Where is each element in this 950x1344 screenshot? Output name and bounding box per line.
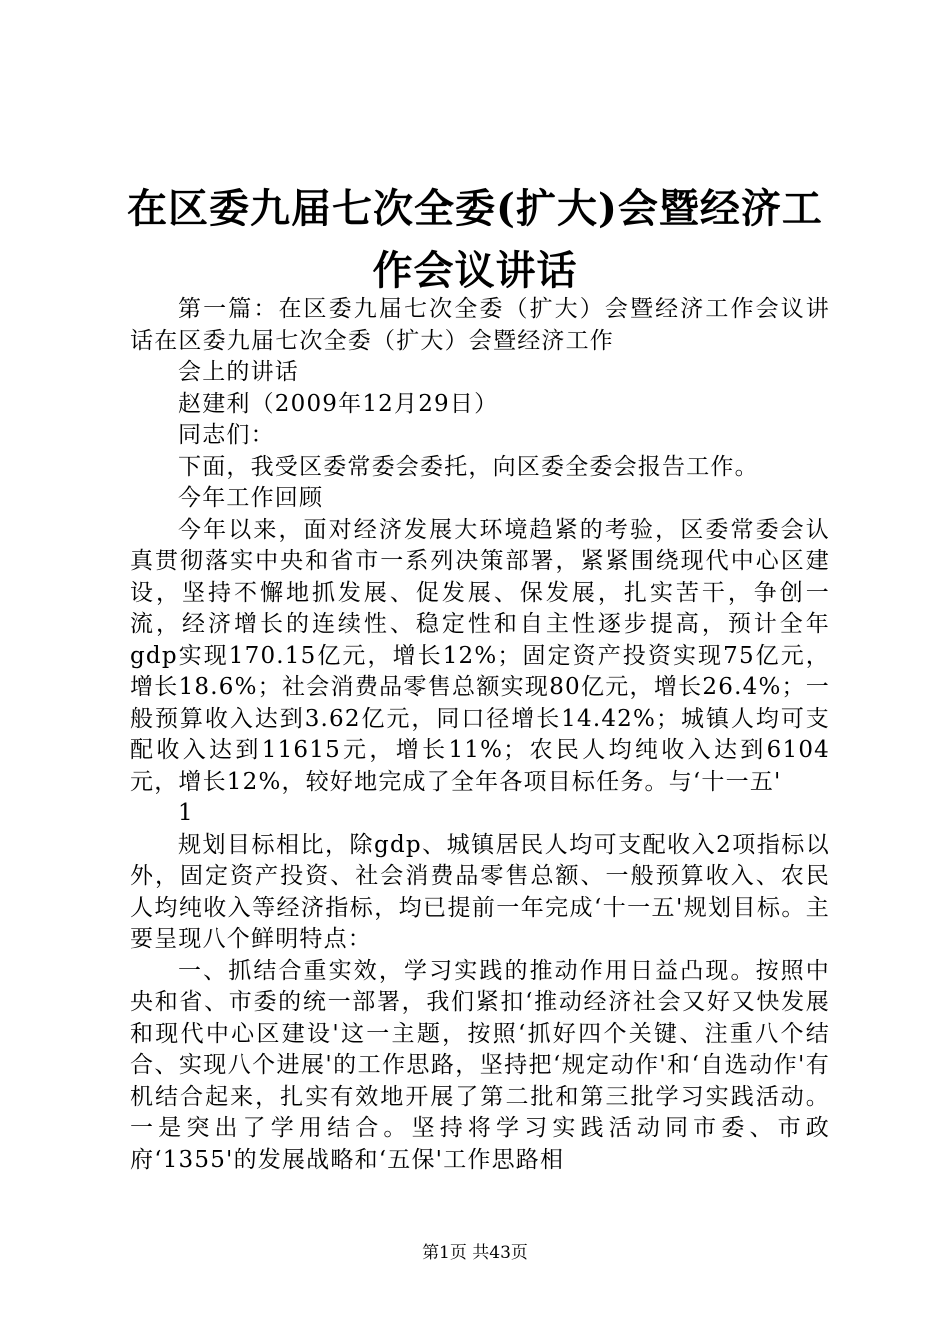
paragraph-review: 今年以来，面对经济发展大环境趋紧的考验，区委常委会认真贯彻落实中央和省市一系列决策部署，紧紧围绕现代中心区建设，坚持不懈地抓发展、促发展、保发展，扎实苦干，争创一流，经济增长的连续性、稳定性和自主性逐步提高，预计全年gdp实现170.15亿元，增长12%；固定资产投资实现75亿元，增长18.6%；社会消费品零售总额实现80亿元，增长26.4%；一般预算收入达到3.62亿元，同口径增长14.42%；城镇人均可支配收入达到11615元，增长11%；农民人均纯收入达到6104元，增长12%，较好地完成了全年各项目标任务。与‘十一五'	[130, 516, 830, 795]
page-number-footer: 第1页 共43页	[422, 1243, 528, 1263]
section-heading: 今年工作回顾	[178, 485, 324, 511]
paragraph-subtitle: 会上的讲话	[178, 359, 299, 385]
paragraph-point-one: 一、抓结合重实效，学习实践的推动作用日益凸现。按照中央和省、市委的统一部署，我们紧扣‘推动经济社会又好又快发展和现代中心区建设'这一主题，按照‘抓好四个关键、注重八个结合、实现八个进展'的工作思路，坚持把‘规定动作'和‘自选动作'有机结合起来，扎实有效地开展了第二批和第三批学习实践活动。一是突出了学用结合。坚持将学习实践活动同市委、市政府‘1355'的发展战略和‘五保'工作思路相	[130, 957, 830, 1173]
paragraph-opening: 下面，我受区委常委会委托，向区委全委会报告工作。	[178, 453, 759, 480]
paragraph-intro: 第一篇：在区委九届七次全委（扩大）会暨经济工作会议讲话在区委九届七次全委（扩大）会暨经济工作	[130, 296, 830, 354]
document-title: 在区委九届七次全委(扩大)会暨经济工作会议讲话	[127, 185, 823, 294]
paragraph-targets: 规划目标相比，除gdp、城镇居民人均可支配收入2项指标以外，固定资产投资、社会消费品零售总额、一般预算收入、农民人均纯收入等经济指标，均已提前一年完成‘十一五'规划目标。主要呈现八个鲜明特点：	[130, 831, 830, 952]
document-body	[130, 294, 830, 1176]
paragraph-salutation: 同志们：	[178, 422, 275, 448]
paragraph-number: 1	[178, 800, 194, 826]
paragraph-speaker: 赵建利（2009年12月29日）	[178, 390, 499, 417]
